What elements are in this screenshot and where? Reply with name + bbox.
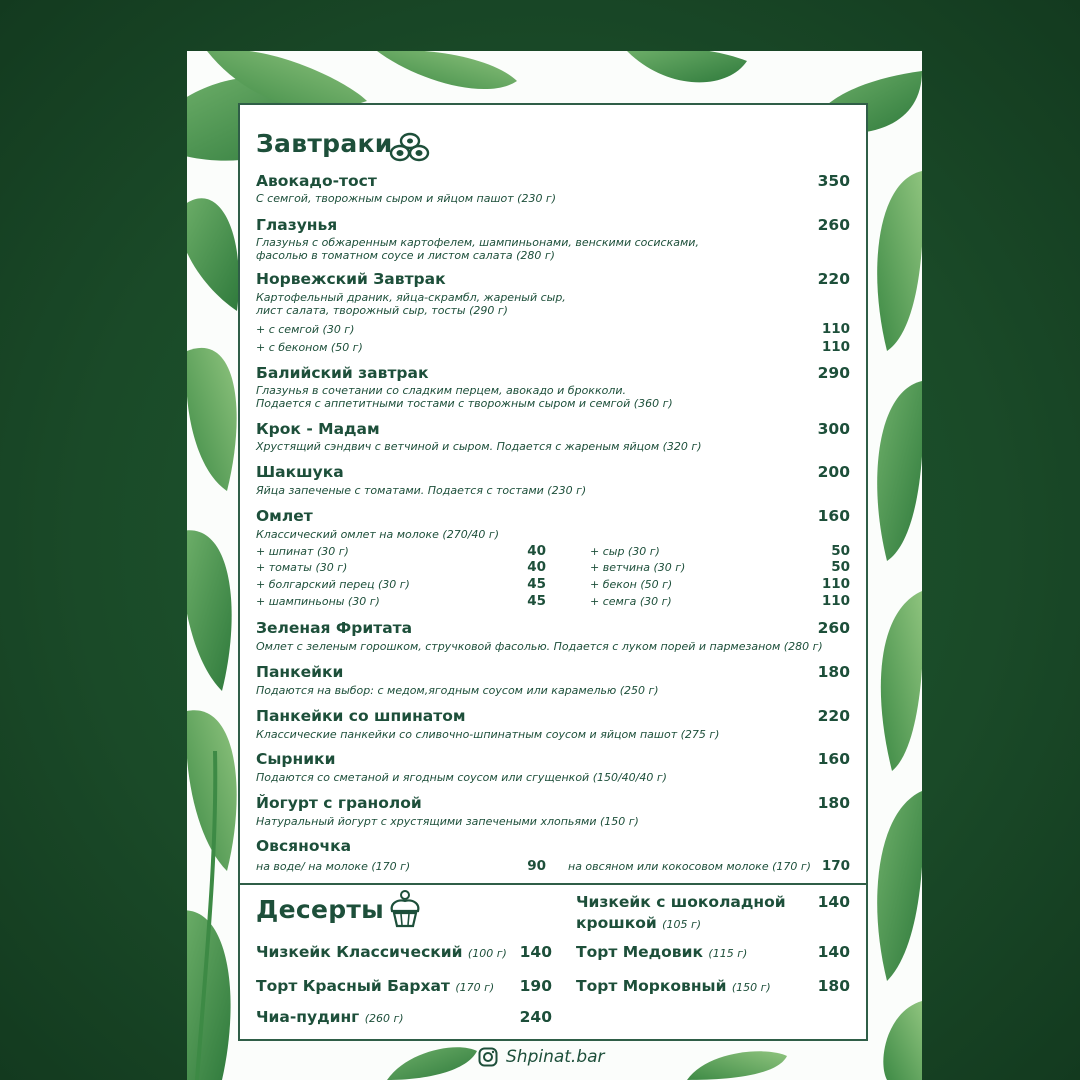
menu-item-desc: Классические панкейки со сливочно-шпинатным соусом и яйцом пашот (275 г): [256, 728, 720, 741]
desserts-title: Десерты: [256, 895, 385, 924]
dessert-name: Чизкейк с шоколадной: [576, 893, 786, 911]
menu-item-name: Сырники: [256, 750, 336, 768]
dessert-price: 140: [817, 893, 850, 911]
addon-label: + ветчина (30 г): [590, 561, 686, 574]
dessert-name: Чизкейк Классический: [256, 943, 463, 961]
dessert-price: 190: [519, 977, 552, 995]
dessert-weight: (100 г): [467, 947, 507, 960]
menu-item-desc: Натуральный йогурт с хрустящими запечеными хлопьями (150 г): [256, 815, 639, 828]
addon-price: 170: [821, 858, 850, 874]
menu-item-name: Зеленая Фритата: [256, 619, 413, 637]
addon-label: + шпинат (30 г): [256, 545, 349, 558]
menu-item-price: 160: [817, 507, 850, 525]
dessert-price: 180: [817, 977, 850, 995]
eggs-icon: [389, 131, 431, 163]
addon-price: 90: [527, 858, 546, 874]
dessert-name: Торт Морковный: [576, 977, 727, 995]
menu-item-name: Крок - Мадам: [256, 420, 380, 438]
dessert-price: 140: [519, 943, 552, 961]
menu-item-price: 180: [817, 794, 850, 812]
dessert-weight: (260 г): [364, 1012, 404, 1025]
addon-price: 45: [527, 576, 546, 592]
menu-item-name: Балийский завтрак: [256, 364, 429, 382]
menu-item-name: Шакшука: [256, 463, 344, 481]
section-divider: [240, 883, 866, 885]
menu-item-name: Овсяночка: [256, 837, 352, 855]
menu-item-name: Омлет: [256, 507, 313, 525]
addon-label: + бекон (50 г): [590, 578, 673, 591]
dessert-weight: (150 г): [731, 981, 771, 994]
dessert-item: [256, 943, 507, 961]
menu-item-price: 260: [817, 619, 850, 637]
menu-item-desc: С семгой, творожным сыром и яйцом пашот (230 г): [256, 192, 557, 205]
menu-item-name: Панкейки: [256, 663, 344, 681]
menu-item-desc: Яйца запеченые с томатами. Подается с тостами (230 г): [256, 484, 587, 497]
dessert-weight: (115 г): [708, 947, 748, 960]
instagram-handle[interactable]: Shpinat.bar: [506, 1047, 605, 1067]
menu-item-price: 220: [817, 270, 850, 288]
addon-label: на воде/ на молоке (170 г): [256, 860, 411, 873]
addon-label: + с семгой (30 г): [256, 323, 355, 336]
breakfast-title: Завтраки: [256, 129, 393, 158]
addon-price: 40: [527, 559, 546, 575]
dessert-weight: (170 г): [455, 981, 495, 994]
menu-item-desc: Подаются на выбор: с медом,ягодным соусом или карамелью (250 г): [256, 684, 659, 697]
menu-sheet: [187, 51, 922, 1080]
menu-item-price: 200: [817, 463, 850, 481]
addon-price: 50: [831, 543, 850, 559]
menu-item-name: Глазунья: [256, 216, 338, 234]
cupcake-icon: [388, 889, 422, 929]
addon-price: 40: [527, 543, 546, 559]
menu-item-desc: Подаются со сметаной и ягодным соусом или сгущенкой (150/40/40 г): [256, 771, 667, 784]
menu-item-desc: фасолью в томатном соусе и листом салата (280 г): [256, 249, 555, 262]
addon-label: на овсяном или кокосовом молоке (170 г): [568, 860, 811, 873]
addon-label: + сыр (30 г): [590, 545, 660, 558]
menu-item-desc: Глазунья с обжаренным картофелем, шампиньонами, венскими сосисками,: [256, 236, 699, 249]
menu-item-price: 350: [817, 172, 850, 190]
menu-item-desc: Омлет с зеленым горошком, стручковой фасолью. Подается с луком порей и пармезаном (280 г): [256, 640, 823, 653]
menu-item-desc: Хрустящий сэндвич с ветчиной и сыром. Подается с жареным яйцом (320 г): [256, 440, 702, 453]
dessert-item: [256, 977, 494, 995]
addon-price: 110: [821, 321, 850, 337]
dessert-price: 240: [519, 1008, 552, 1026]
menu-item-desc: лист салата, творожный сыр, тосты (290 г): [256, 304, 508, 317]
dessert-item: [256, 1008, 404, 1026]
addon-price: 110: [821, 593, 850, 609]
dessert-name: Торт Медовик: [576, 943, 703, 961]
menu-item-desc: Классический омлет на молоке (270/40 г): [256, 528, 499, 541]
menu-item-price: 220: [817, 707, 850, 725]
menu-item-name: Норвежский Завтрак: [256, 270, 446, 288]
dessert-name: Торт Красный Бархат: [256, 977, 450, 995]
addon-label: + болгарский перец (30 г): [256, 578, 410, 591]
dessert-name: крошкой: [576, 914, 657, 932]
dessert-name: Чиа-пудинг: [256, 1008, 360, 1026]
dessert-item: [576, 977, 771, 995]
addon-price: 110: [821, 339, 850, 355]
dessert-item: [576, 914, 701, 932]
addon-price: 110: [821, 576, 850, 592]
dessert-item: [576, 943, 747, 961]
addon-label: + шампиньоны (30 г): [256, 595, 380, 608]
menu-item-price: 260: [817, 216, 850, 234]
menu-item-price: 290: [817, 364, 850, 382]
addon-price: 45: [527, 593, 546, 609]
menu-item-name: Авокадо-тост: [256, 172, 377, 190]
menu-panel: [238, 103, 868, 1041]
instagram-icon: [478, 1047, 498, 1067]
menu-item-name: Йогурт с гранолой: [256, 794, 422, 812]
dessert-price: 140: [817, 943, 850, 961]
menu-item-desc: Картофельный драник, яйца-скрамбл, жареный сыр,: [256, 291, 566, 304]
addon-label: + с беконом (50 г): [256, 341, 363, 354]
dessert-weight: (105 г): [662, 918, 702, 931]
addon-label: + семга (30 г): [590, 595, 672, 608]
footer[interactable]: [478, 1043, 605, 1071]
menu-item-price: 180: [817, 663, 850, 681]
menu-item-price: 300: [817, 420, 850, 438]
menu-item-desc: Глазунья в сочетании со сладким перцем, авокадо и брокколи.: [256, 384, 626, 397]
menu-item-desc: Подается с аппетитными тостами с творожным сыром и семгой (360 г): [256, 397, 673, 410]
addon-price: 50: [831, 559, 850, 575]
addon-label: + томаты (30 г): [256, 561, 348, 574]
menu-item-name: Панкейки со шпинатом: [256, 707, 466, 725]
menu-item-price: 160: [817, 750, 850, 768]
